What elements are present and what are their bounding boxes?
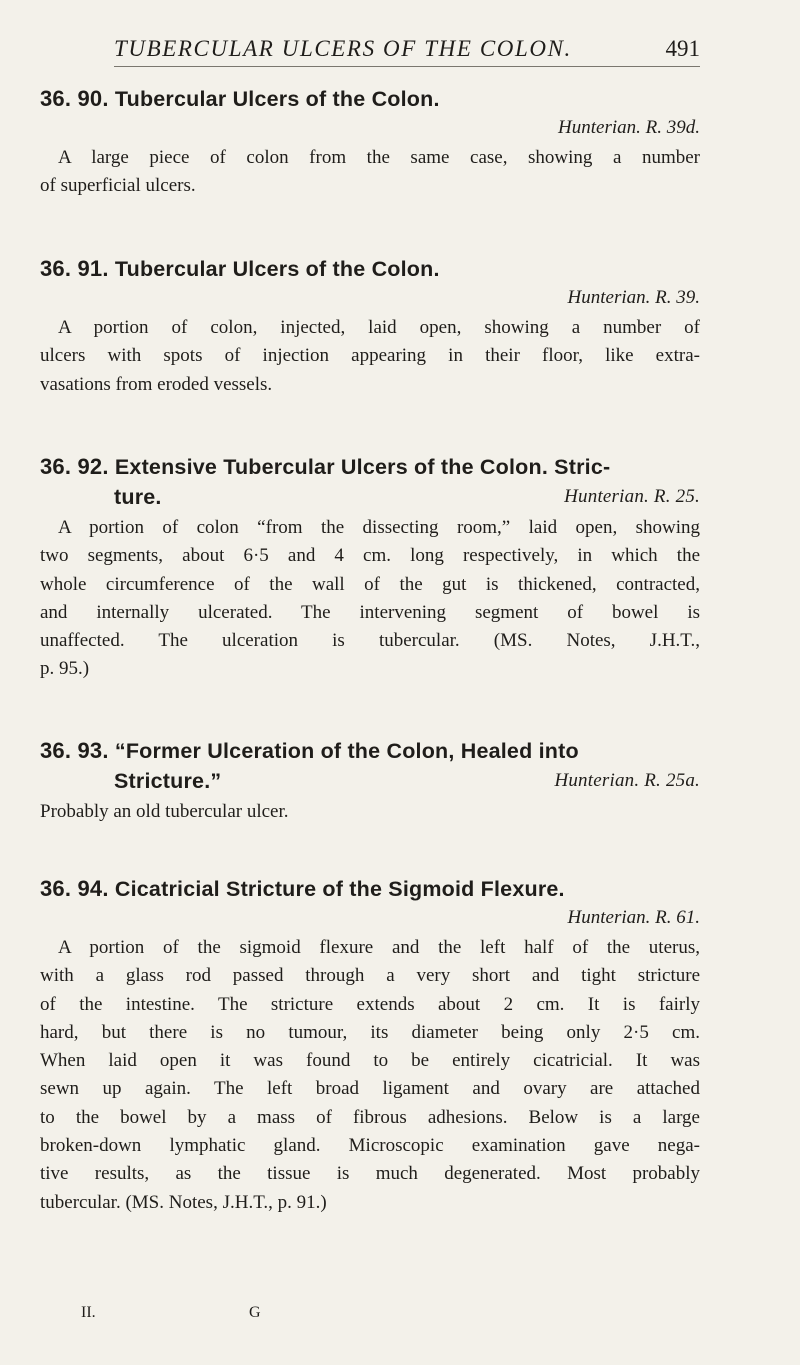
entry-description [40, 314, 700, 399]
description-line: tubercular. (MS. Notes, J.H.T., p. 91.) [40, 1191, 327, 1213]
gathering-mark: G [249, 1304, 261, 1321]
description-line: tive results, as the tissue is much degenerated. Most probably [40, 1163, 700, 1185]
entry-description [40, 144, 700, 201]
description-line: of the intestine. The stricture extends about 2 cm. It is fairly [40, 993, 700, 1015]
entry-source: Hunterian. R. 39. [567, 287, 700, 308]
entry-number: 36. 91. [40, 256, 109, 281]
entry-title: Cicatricial Stricture of the Sigmoid Flexure. [114, 877, 565, 901]
entry-source: Hunterian. R. 61. [567, 907, 700, 928]
entry-heading [40, 254, 700, 284]
description-line: to the bowel by a mass of fibrous adhesions. Below is a large [40, 1106, 700, 1128]
entry-heading [40, 452, 700, 512]
entry-heading [40, 736, 700, 796]
entry-heading [40, 874, 700, 904]
description-line: whole circumference of the wall of the gut is thickened, contracted, [40, 573, 700, 595]
catalogue-entry [40, 254, 700, 399]
description-line: with a glass rod passed through a very short and tight stricture [40, 965, 700, 987]
entry-title-continuation: ture. Hunterian. R. 25. [40, 482, 700, 512]
entry-number: 36. 93. [40, 738, 109, 763]
entry-description [40, 798, 700, 826]
entry-title: Tubercular Ulcers of the Colon. [114, 87, 440, 111]
catalogue-entry [40, 452, 700, 684]
page-number: 491 [665, 36, 700, 61]
entry-heading [40, 84, 700, 114]
entry-description [40, 934, 700, 1217]
description-line: A portion of colon, injected, laid open, showing a number of [58, 317, 700, 338]
entry-title-continuation: Stricture.” Hunterian. R. 25a. [40, 766, 700, 796]
description-line: A portion of colon “from the dissecting room,” laid open, showing [58, 517, 700, 538]
entry-source: Hunterian. R. 39d. [558, 117, 700, 138]
description-line: broken-down lymphatic gland. Microscopic examination gave nega- [40, 1135, 700, 1157]
entry-source: Hunterian. R. 25a. [554, 770, 700, 791]
description-line: two segments, about 6·5 and 4 cm. long respectively, in which the [40, 545, 700, 567]
catalogue-entry [40, 736, 700, 826]
description-line: sewn up again. The left broad ligament and ovary are attached [40, 1078, 700, 1100]
description-line: and internally ulcerated. The intervening segment of bowel is [40, 601, 700, 623]
entry-title: Tubercular Ulcers of the Colon. [114, 257, 440, 281]
catalogue-entry [40, 84, 700, 201]
description-line: Probably an old tubercular ulcer. [40, 801, 289, 822]
description-line: of superficial ulcers. [40, 175, 196, 197]
entry-title: Extensive Tubercular Ulcers of the Colon. Stric- [114, 455, 611, 479]
entry-description [40, 514, 700, 684]
entry-source: Hunterian. R. 25. [564, 486, 700, 507]
volume-mark: II. [81, 1304, 96, 1321]
description-line: When laid open it was found to be entirely cicatricial. It was [40, 1050, 700, 1072]
running-head-title: TUBERCULAR ULCERS OF THE COLON. [114, 36, 572, 61]
entry-number: 36. 90. [40, 86, 109, 111]
description-line: hard, but there is no tumour, its diameter being only 2·5 cm. [40, 1021, 700, 1043]
running-head [114, 36, 700, 67]
description-line: p. 95.) [40, 658, 90, 680]
entry-number: 36. 94. [40, 876, 109, 901]
description-line: vasations from eroded vessels. [40, 373, 273, 395]
description-line: A large piece of colon from the same case, showing a number [58, 147, 700, 168]
description-line: unaffected. The ulceration is tubercular. (MS. Notes, J.H.T., [40, 630, 700, 652]
description-line: A portion of the sigmoid flexure and the left half of the uterus, [58, 937, 700, 958]
catalogue-entry [40, 874, 700, 1217]
entry-title: “Former Ulceration of the Colon, Healed into [114, 739, 579, 763]
description-line: ulcers with spots of injection appearing in their floor, like extra- [40, 345, 700, 367]
entry-number: 36. 92. [40, 454, 109, 479]
